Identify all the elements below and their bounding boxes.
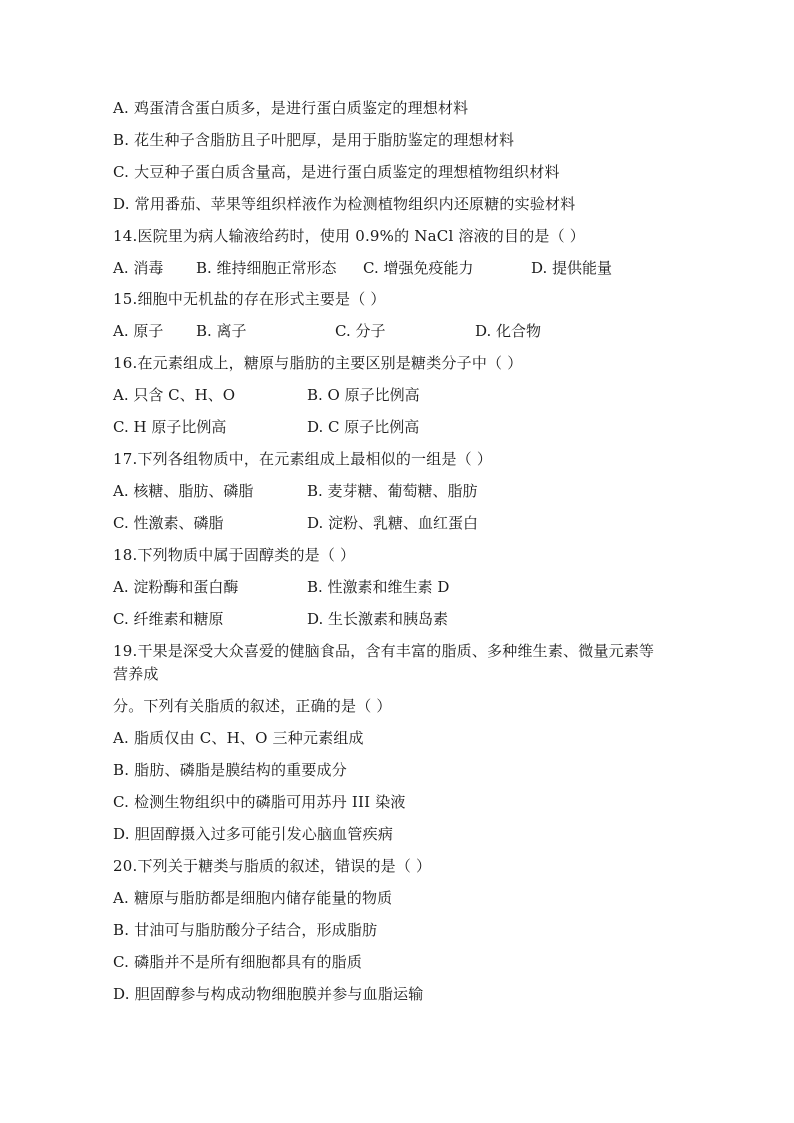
q20-stem: 20.下列关于糖类与脂质的叙述，错误的是（ ） (113, 857, 432, 875)
q18-option-d: D. 生长激素和胰岛素 (307, 610, 449, 628)
q19-stem-line1: 19.干果是深受大众喜爱的健脑食品，含有丰富的脂质、多种维生素、微量元素等 (113, 642, 655, 660)
q15-option-d: D. 化合物 (475, 322, 542, 340)
q13-option-a: A. 鸡蛋清含蛋白质多，是进行蛋白质鉴定的理想材料 (113, 99, 469, 117)
q14-stem: 14.医院里为病人输液给药时，使用 0.9%的 NaCl 溶液的目的是（ ） (113, 227, 585, 245)
q19-option-d: D. 胆固醇摄入过多可能引发心脑血管疾病 (113, 825, 394, 843)
q13-option-d: D. 常用番茄、苹果等组织样液作为检测植物组织内还原糖的实验材料 (113, 195, 576, 213)
q15-option-a: A. 原子 (113, 322, 164, 340)
q17-stem: 17.下列各组物质中，在元素组成上最相似的一组是（ ） (113, 450, 493, 468)
q14-option-b: B. 维持细胞正常形态 (196, 259, 337, 277)
q16-option-c: C. H 原子比例高 (113, 418, 227, 436)
q17-option-a: A. 核糖、脂肪、磷脂 (113, 482, 254, 500)
q18-stem: 18.下列物质中属于固醇类的是（ ） (113, 546, 356, 564)
q13-option-c: C. 大豆种子蛋白质含量高，是进行蛋白质鉴定的理想植物组织材料 (113, 163, 560, 181)
q14-option-d: D. 提供能量 (531, 259, 613, 277)
q19-stem-line3: 分。下列有关脂质的叙述，正确的是（ ） (113, 697, 392, 715)
q20-option-d: D. 胆固醇参与构成动物细胞膜并参与血脂运输 (113, 985, 424, 1003)
q14-option-a: A. 消毒 (113, 259, 164, 277)
q19-option-a: A. 脂质仅由 C、H、O 三种元素组成 (113, 729, 364, 747)
q18-option-b: B. 性激素和维生素 D (307, 578, 450, 596)
q17-option-d: D. 淀粉、乳糖、血红蛋白 (307, 514, 479, 532)
q20-option-b: B. 甘油可与脂肪酸分子结合，形成脂肪 (113, 921, 378, 939)
q15-option-c: C. 分子 (335, 322, 386, 340)
q16-option-b: B. O 原子比例高 (307, 386, 420, 404)
q16-option-a: A. 只含 C、H、O (113, 386, 235, 404)
q19-stem-line2: 营养成 (113, 665, 159, 683)
q20-option-a: A. 糖原与脂肪都是细胞内储存能量的物质 (113, 889, 393, 907)
q17-option-b: B. 麦芽糖、葡萄糖、脂肪 (307, 482, 478, 500)
q17-option-c: C. 性激素、磷脂 (113, 514, 224, 532)
q15-stem: 15.细胞中无机盐的存在形式主要是（ ） (113, 290, 386, 308)
q15-option-b: B. 离子 (196, 322, 247, 340)
q19-option-c: C. 检测生物组织中的磷脂可用苏丹 III 染液 (113, 793, 406, 811)
q19-option-b: B. 脂肪、磷脂是膜结构的重要成分 (113, 761, 347, 779)
q20-option-c: C. 磷脂并不是所有细胞都具有的脂质 (113, 953, 363, 971)
q18-option-c: C. 纤维素和糖原 (113, 610, 224, 628)
q16-option-d: D. C 原子比例高 (307, 418, 420, 436)
q13-option-b: B. 花生种子含脂肪且子叶肥厚，是用于脂肪鉴定的理想材料 (113, 131, 515, 149)
q14-option-c: C. 增强免疫能力 (363, 259, 474, 277)
q18-option-a: A. 淀粉酶和蛋白酶 (113, 578, 239, 596)
q16-stem: 16.在元素组成上，糖原与脂肪的主要区别是糖类分子中（ ） (113, 354, 523, 372)
